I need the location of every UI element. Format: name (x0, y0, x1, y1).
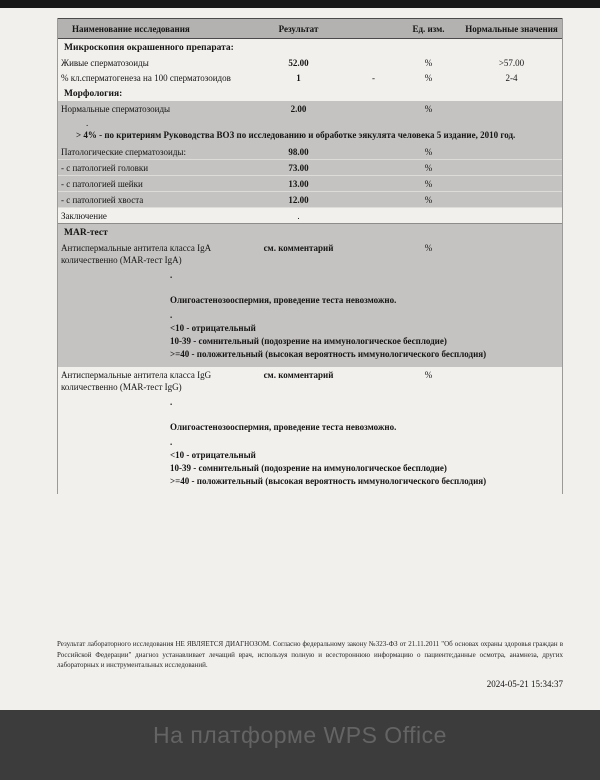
note-text: > 4% - по критериям Руководства ВОЗ по исследованию и обработке эякулята человека 5 издание, 2010 год. (76, 130, 516, 140)
comment-line: <10 - отрицательный (170, 323, 256, 333)
dot-line: . (86, 118, 89, 128)
result-value: 2.00 (290, 103, 307, 114)
unit-cell: % (424, 178, 433, 189)
table-row (58, 176, 562, 192)
comment-line: >=40 - положительный (высокая вероятность иммунологического бесплодия) (170, 349, 487, 359)
test-name: Нормальные сперматозоиды (61, 103, 171, 114)
result-value: 52.00 (288, 57, 309, 68)
unit-cell: % (424, 369, 433, 380)
section-microscopy: Микроскопия окрашенного препарата: (64, 42, 234, 53)
unit-cell: % (424, 162, 433, 173)
table-row (58, 208, 562, 223)
result-value: . (297, 210, 300, 221)
comment-line: Олигоастенозооспермия, проведение теста невозможно. (170, 422, 397, 432)
normal-range-cell (461, 160, 562, 163)
comment-line: 10-39 - сомнительный (подозрение на иммунологическое бесплодие) (170, 336, 447, 346)
who-criteria-note (58, 116, 562, 144)
normal-range-cell: >57.00 (498, 57, 525, 68)
normal-range-cell (461, 240, 562, 243)
normal-range-cell (461, 144, 562, 147)
dash-cell (351, 208, 396, 211)
header-normal: Нормальные значения (465, 23, 558, 34)
header-name: Наименование исследования (72, 23, 190, 34)
comment-line: <10 - отрицательный (170, 450, 256, 460)
header-unit: Ед. изм. (412, 23, 445, 34)
table-row (58, 192, 562, 208)
test-name: - с патологией головки (61, 162, 149, 173)
test-name: - с патологией шейки (61, 178, 143, 189)
table-row (58, 240, 562, 267)
header-dash-spacer (351, 21, 396, 24)
result-value: 12.00 (288, 194, 309, 205)
dash-cell (351, 192, 396, 195)
dash-cell (351, 367, 396, 370)
unit-cell: % (424, 103, 433, 114)
unit-cell: % (424, 242, 433, 253)
comment-line: . (170, 310, 173, 320)
normal-range-cell (461, 176, 562, 179)
wps-office-band (0, 710, 600, 780)
result-value: 1 (296, 72, 301, 83)
table-row (58, 55, 562, 70)
table-row (58, 144, 562, 160)
result-value: см. комментарий (263, 369, 334, 380)
result-value: 13.00 (288, 178, 309, 189)
table-row (58, 101, 562, 116)
normal-range-cell: 2-4 (505, 72, 518, 83)
header-result: Результат (278, 23, 319, 34)
unit-cell: % (424, 57, 433, 68)
result-value: 98.00 (288, 146, 309, 157)
unit-cell: % (424, 194, 433, 205)
normal-range-cell (461, 208, 562, 211)
dash-cell (351, 160, 396, 163)
report-timestamp: 2024-05-21 15:34:37 (486, 678, 563, 689)
igg-comment-block (58, 394, 562, 494)
comment-line: Олигоастенозооспермия, проведение теста невозможно. (170, 295, 397, 305)
legal-disclaimer: Результат лабораторного исследования НЕ ЯВЛЯЕТСЯ ДИАГНОЗОМ. Согласно федеральному закону №323-ФЗ от 21.11.2011 "Об основах охраны здоровья граждан в Российской Федерации" диагноз устанавливает лечащий врач, используя полную и всестороннюю информацию о пациенте;данные осмотра, анамнеза, других лабораторных и инструментальных исследований. (57, 640, 563, 669)
result-value: 73.00 (288, 162, 309, 173)
comment-line: >=40 - положительный (высокая вероятность иммунологического бесплодия) (170, 476, 487, 486)
unit-cell: % (424, 146, 433, 157)
unit-cell (396, 208, 461, 211)
unit-cell: % (424, 72, 433, 83)
test-name: Живые сперматозоиды (61, 57, 149, 68)
table-row (58, 367, 562, 394)
wps-office-watermark: На платформе WPS Office (153, 722, 447, 748)
document-page (0, 8, 600, 710)
table-row (58, 160, 562, 176)
top-bar (0, 0, 600, 8)
dash-cell (351, 101, 396, 104)
comment-line: . (170, 437, 173, 447)
test-name: - с патологией хвоста (61, 194, 144, 205)
dash-cell (351, 144, 396, 147)
dash-cell: - (372, 72, 375, 83)
table-row (58, 70, 562, 85)
test-name: Антиспермальные антитела класса IgG количественно (MAR-тест IgG) (61, 369, 212, 392)
comment-line: . (170, 270, 173, 280)
dash-cell (351, 55, 396, 58)
table-header-row (58, 18, 562, 39)
result-value: см. комментарий (263, 242, 334, 253)
normal-range-cell (461, 101, 562, 104)
test-name: Антиспермальные антитела класса IgA количественно (MAR-тест IgA) (61, 242, 211, 265)
iga-comment-block (58, 267, 562, 367)
dash-cell (351, 176, 396, 179)
test-name: Патологические сперматозоиды: (61, 146, 186, 157)
section-mar-test: MAR-тест (58, 223, 562, 240)
comment-line: . (170, 397, 173, 407)
normal-range-cell (461, 192, 562, 195)
test-name: % кл.сперматогенеза на 100 сперматозоидов (61, 72, 231, 83)
normal-range-cell (461, 367, 562, 370)
test-name: Заключение (61, 210, 107, 221)
comment-line: 10-39 - сомнительный (подозрение на иммунологическое бесплодие) (170, 463, 447, 473)
dash-cell (351, 240, 396, 243)
section-morphology: Морфология: (64, 88, 123, 99)
lab-results-table (57, 18, 563, 494)
